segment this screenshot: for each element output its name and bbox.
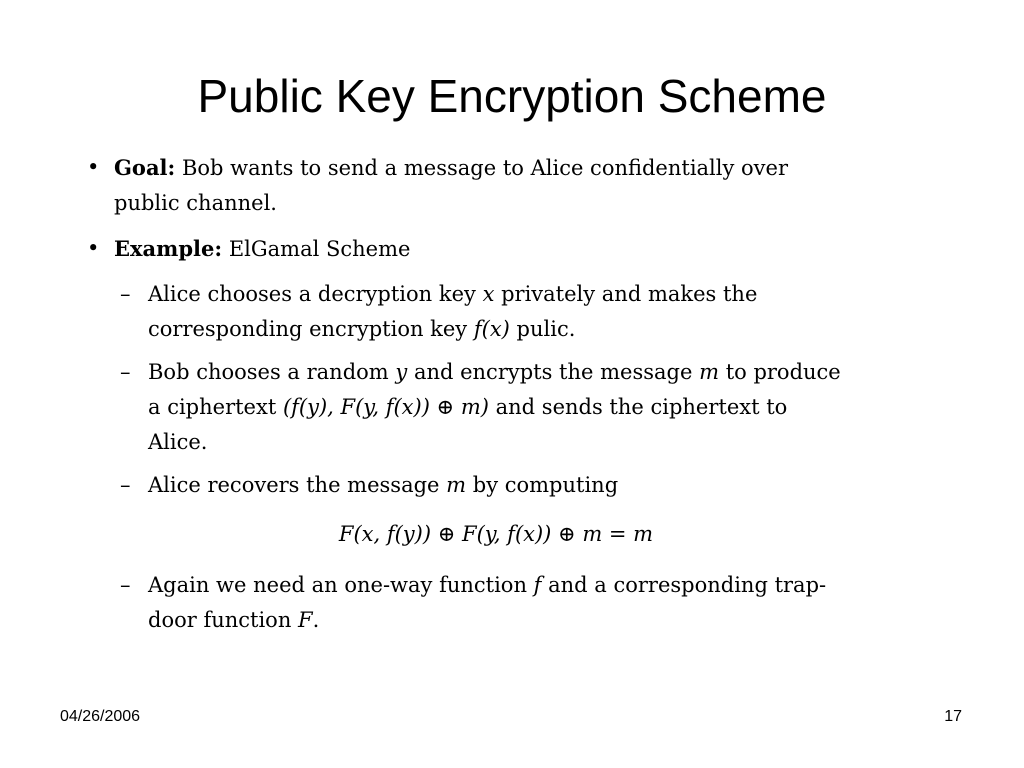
footer-date: 04/26/2006 xyxy=(60,708,141,725)
sub-text: Again we need an one-way function xyxy=(148,573,534,597)
math-var-x: x xyxy=(482,282,495,306)
goal-text: Bob wants to send a message to Alice confidentially over public channel. xyxy=(114,156,789,215)
sub-bullet-key-generation xyxy=(84,277,844,347)
sub-text: Alice chooses a decryption key xyxy=(148,282,483,306)
math-var-f: f xyxy=(533,573,542,597)
sub-text: to produce a ciphertext xyxy=(148,360,841,419)
slide-body xyxy=(84,150,844,646)
sub-text: and a corresponding trap-door function xyxy=(148,573,827,632)
math-var-F: F xyxy=(298,608,313,632)
page-number: 17 xyxy=(944,708,962,725)
sub-bullet-trapdoor xyxy=(84,568,844,638)
sub-text: privately and makes the corresponding encryption key xyxy=(148,282,758,341)
sub-text: pulic. xyxy=(509,317,576,341)
bullet-example xyxy=(84,231,844,267)
slide-title: Public Key Encryption Scheme xyxy=(197,70,827,122)
example-text: ElGamal Scheme xyxy=(228,237,411,261)
bullet-goal xyxy=(84,150,844,221)
sub-bullet-encryption xyxy=(84,355,844,460)
math-var-m: m xyxy=(446,473,467,497)
bullet-dot: • xyxy=(87,236,100,260)
sub-text: by computing xyxy=(466,473,619,497)
sub-text: and encrypts the message xyxy=(407,360,700,384)
math-ciphertext: (f(y), F(y, f(x)) ⊕ m) xyxy=(282,395,489,419)
math-var-y: y xyxy=(395,360,408,384)
sub-text: . xyxy=(312,608,320,632)
goal-label: Goal: xyxy=(114,155,176,180)
dash-marker: – xyxy=(120,573,131,597)
sub-text: Bob chooses a random xyxy=(148,360,396,384)
bullet-dot: • xyxy=(87,155,100,179)
dash-marker: – xyxy=(120,282,131,306)
sub-text: Alice recovers the message xyxy=(148,473,447,497)
math-fx: f(x) xyxy=(473,317,510,341)
sub-bullet-decryption xyxy=(84,468,844,503)
sub-text: and sends the ciphertext to Alice. xyxy=(148,395,788,454)
math-var-m: m xyxy=(699,360,720,384)
example-label: Example: xyxy=(114,236,223,261)
decryption-equation: F(x, f(y)) ⊕ F(y, f(x)) ⊕ m = m xyxy=(338,522,654,546)
dash-marker: – xyxy=(120,473,131,497)
dash-marker: – xyxy=(120,360,131,384)
